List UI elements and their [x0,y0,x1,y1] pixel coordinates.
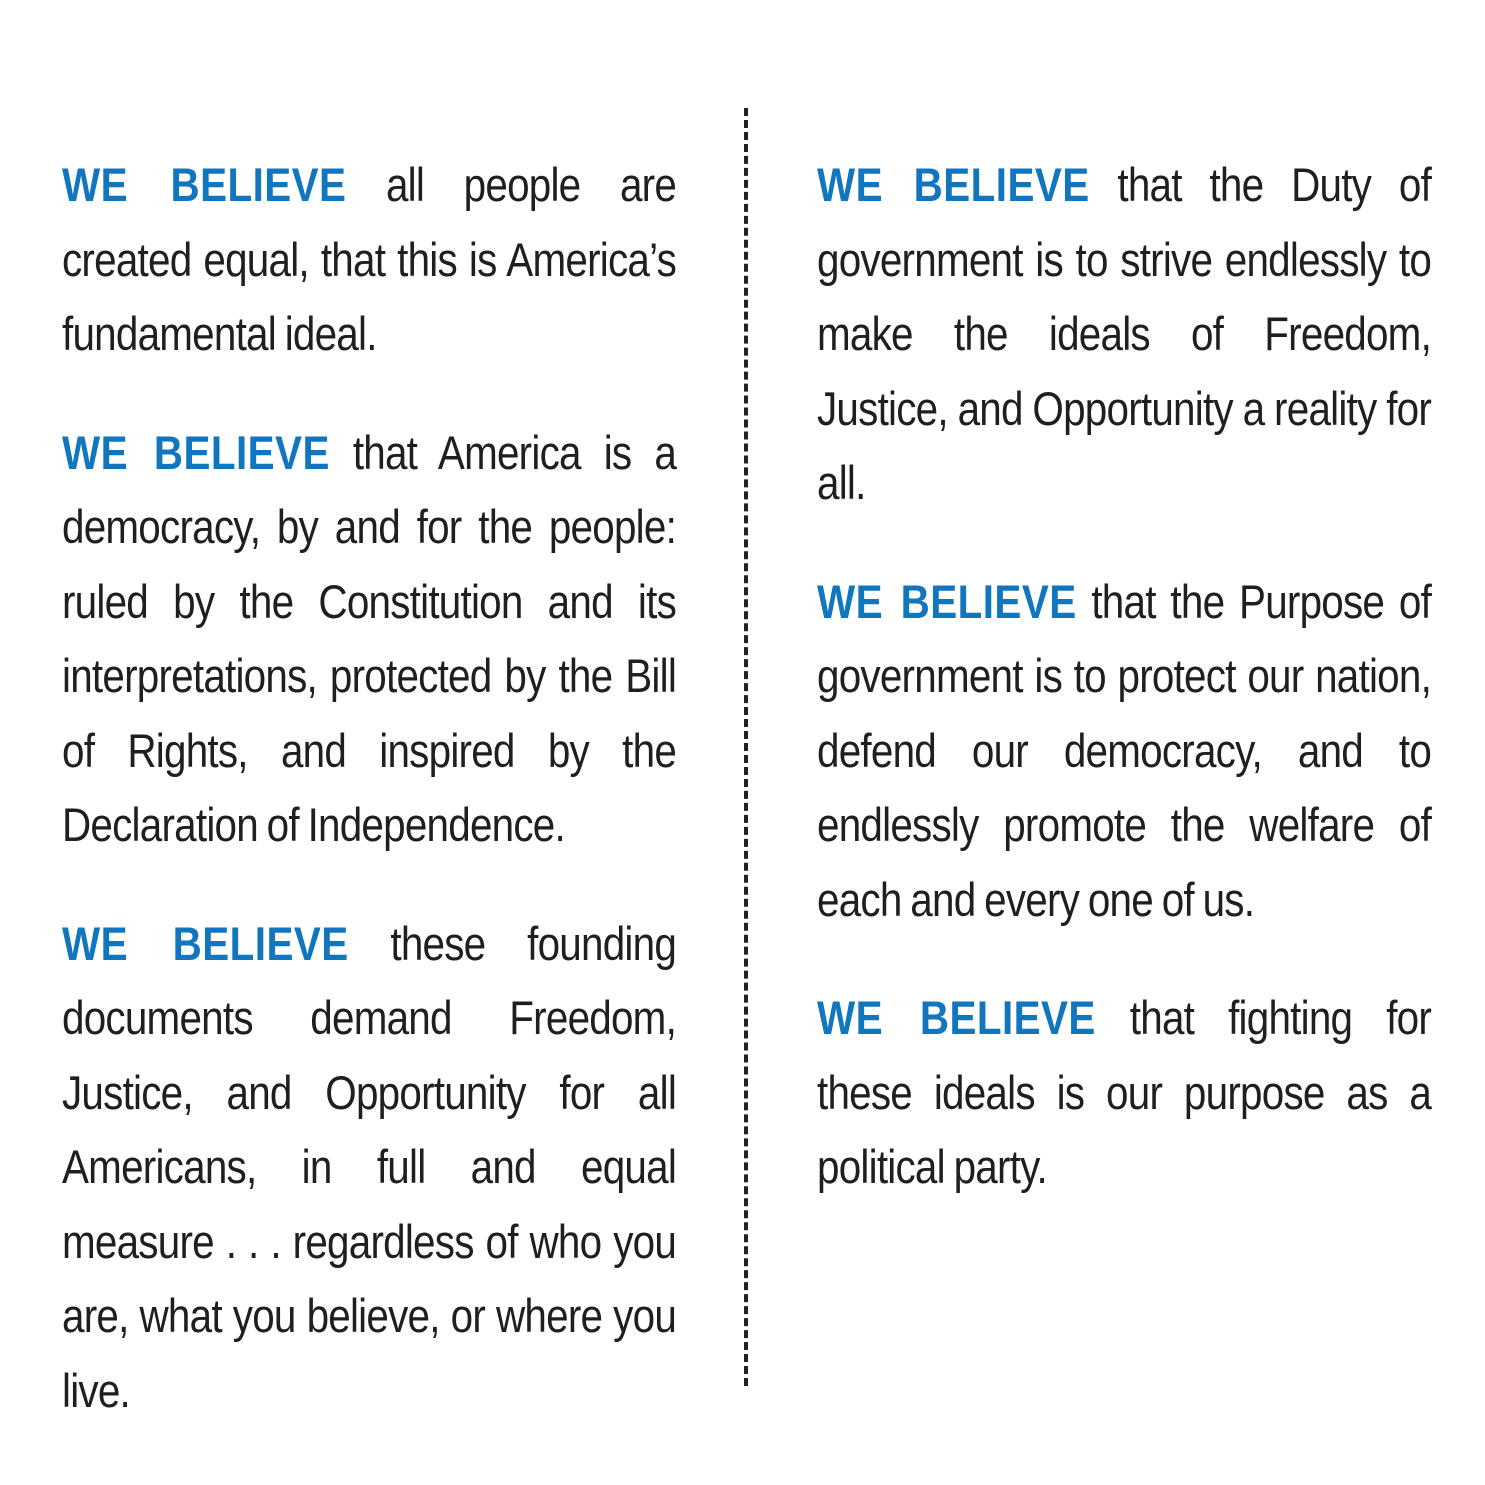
belief-paragraph-4 [817,148,1431,521]
belief-paragraph-1 [62,148,676,372]
lead-phrase: WE BELIEVE [817,574,1077,628]
column-divider [744,108,748,1386]
lead-phrase: WE BELIEVE [62,158,347,211]
left-column [62,148,676,1472]
belief-paragraph-5 [817,565,1431,938]
paragraph-text: that fighting for these ideals is our purpose as a political party. [817,991,1432,1193]
paragraph-text: these founding documents demand Freedom, Justice, and Opportunity for all Americans, in full and equal measure . . . regardless of who you are, what you believe, or where you live. [62,916,677,1417]
lead-phrase: WE BELIEVE [62,916,349,970]
belief-paragraph-2 [62,416,676,863]
right-column [817,148,1431,1249]
paragraph-text: that America is a democracy, by and for the people: ruled by the Constitution and its interpretations, protected by the Bill of Rights, and inspired by the Declaration of Independence. [62,425,677,851]
paragraph-text: all people are created equal, that this is America’s fundamental ideal. [62,158,677,360]
lead-phrase: WE BELIEVE [62,425,330,479]
lead-phrase: WE BELIEVE [817,158,1090,211]
paragraph-text: that the Duty of government is to strive endlessly to make the ideals of Freedom, Justice, and Opportunity a reality for all. [817,158,1432,509]
belief-paragraph-3 [62,907,676,1429]
paragraph-text: that the Purpose of government is to protect our nation, defend our democracy, and to endlessly promote the welfare of each and every one of us. [817,574,1432,926]
belief-paragraph-6 [817,981,1431,1205]
lead-phrase: WE BELIEVE [817,991,1096,1044]
